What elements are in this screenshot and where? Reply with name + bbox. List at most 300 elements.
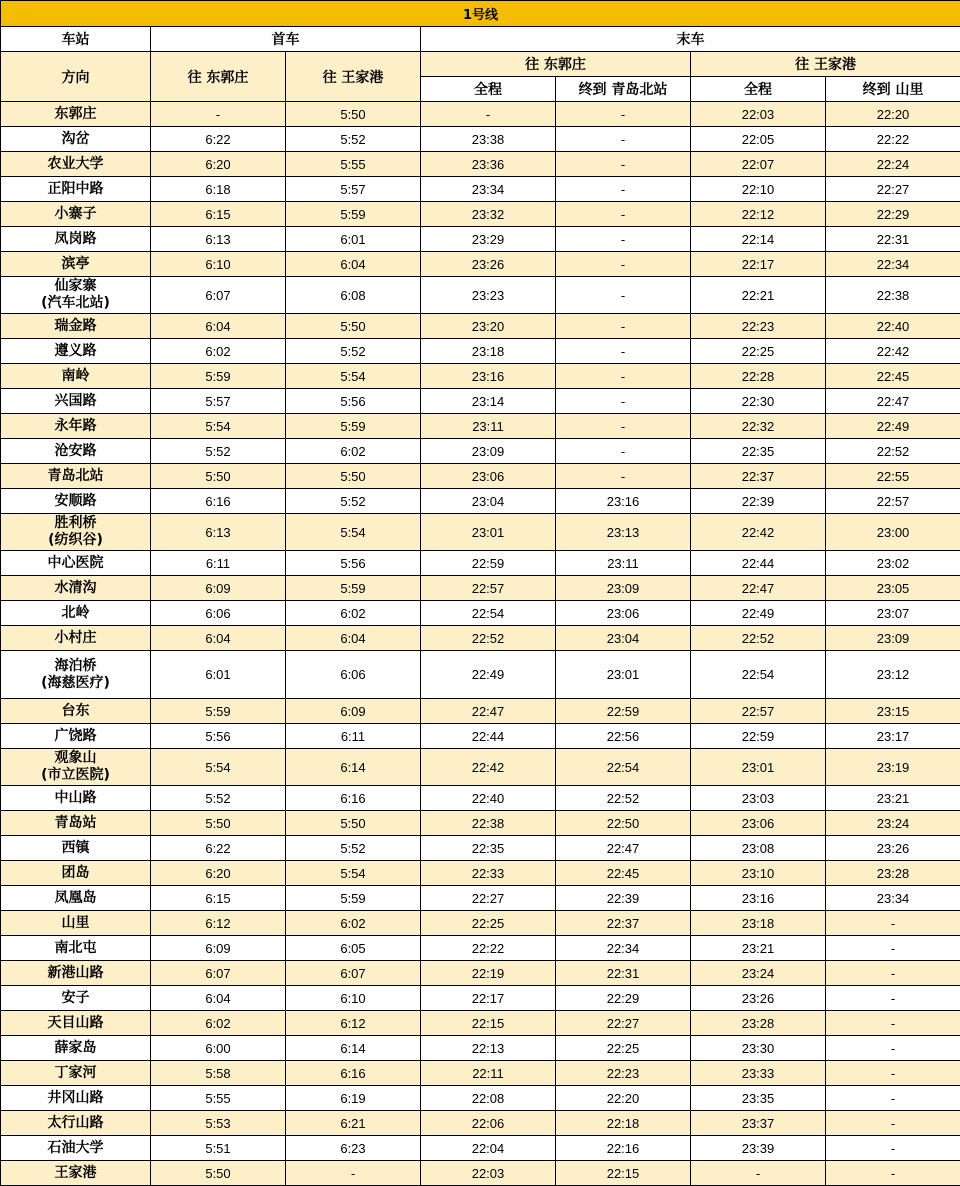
first-to-wangjiagang-cell: 6:10 <box>286 986 421 1011</box>
last-wangjiagang-full-cell: 22:30 <box>691 389 826 414</box>
last-wangjiagang-full-cell: 22:52 <box>691 626 826 651</box>
first-to-dongguozhuang-cell: 6:09 <box>151 936 286 961</box>
first-to-wangjiagang-cell: 5:55 <box>286 152 421 177</box>
last-wangjiagang-terminate-cell: - <box>826 1136 960 1161</box>
station-name-cell <box>1 202 151 227</box>
last-wangjiagang-full-cell: 23:30 <box>691 1036 826 1061</box>
station-name-cell <box>1 786 151 811</box>
first-to-wangjiagang-cell: 5:50 <box>286 102 421 127</box>
station-alias: (汽车北站) <box>1 295 150 312</box>
last-dongguozhuang-terminate-cell: 22:16 <box>556 1136 691 1161</box>
station-name: 青岛北站 <box>1 468 150 485</box>
table-row <box>1 439 960 464</box>
station-name-cell <box>1 364 151 389</box>
station-name: 胜利桥 <box>1 515 150 532</box>
first-to-dongguozhuang-cell: 5:52 <box>151 439 286 464</box>
last-wangjiagang-terminate-cell: 22:20 <box>826 102 960 127</box>
last-dongguozhuang-terminate-cell: 22:45 <box>556 861 691 886</box>
last-wangjiagang-terminate-cell: - <box>826 1161 960 1186</box>
first-to-wangjiagang-cell: 5:59 <box>286 202 421 227</box>
first-to-dongguozhuang-cell: 6:02 <box>151 1011 286 1036</box>
last-dongguozhuang-full-cell: 22:15 <box>421 1011 556 1036</box>
first-to-dongguozhuang-cell: - <box>151 102 286 127</box>
last-dongguozhuang-full-cell: 23:38 <box>421 127 556 152</box>
last-dongguozhuang-terminate-cell: 23:01 <box>556 651 691 699</box>
last-wangjiagang-terminate-cell: 23:07 <box>826 601 960 626</box>
last-dongguozhuang-terminate-cell: 23:13 <box>556 514 691 551</box>
first-to-dongguozhuang-cell: 6:07 <box>151 277 286 314</box>
last-wangjiagang-terminate-cell: - <box>826 936 960 961</box>
table-row <box>1 389 960 414</box>
last-wangjiagang-terminate-cell: - <box>826 1036 960 1061</box>
first-to-dongguozhuang-cell: 5:54 <box>151 749 286 786</box>
first-to-wangjiagang-cell: 5:54 <box>286 364 421 389</box>
last-wangjiagang-full-cell: - <box>691 1161 826 1186</box>
last-dongguozhuang-terminate-cell: 22:52 <box>556 786 691 811</box>
station-name-cell <box>1 551 151 576</box>
station-name: 瑞金路 <box>1 318 150 335</box>
station-alias: (海慈医疗) <box>1 675 150 692</box>
timetable-body <box>1 102 960 1186</box>
last-wangjiagang-full-cell: 23:08 <box>691 836 826 861</box>
last-dongguozhuang-full-cell: 22:22 <box>421 936 556 961</box>
last-dongguozhuang-terminate-cell: 23:04 <box>556 626 691 651</box>
station-name-cell <box>1 277 151 314</box>
last-dongguozhuang-full-cell: - <box>421 102 556 127</box>
last-dongguozhuang-terminate-cell: - <box>556 389 691 414</box>
last-wangjiagang-terminate-cell: 22:27 <box>826 177 960 202</box>
first-to-dongguozhuang-cell: 5:50 <box>151 464 286 489</box>
last-wangjiagang-terminate-cell: 23:12 <box>826 651 960 699</box>
last-wangjiagang-terminate-cell: 23:02 <box>826 551 960 576</box>
station-name: 王家港 <box>1 1165 150 1182</box>
table-row <box>1 699 960 724</box>
last-wangjiagang-full-cell: 22:21 <box>691 277 826 314</box>
table-row <box>1 811 960 836</box>
last-dongguozhuang-terminate-cell: 23:06 <box>556 601 691 626</box>
last-dongguozhuang-full-cell: 22:44 <box>421 724 556 749</box>
station-name: 兴国路 <box>1 393 150 410</box>
first-to-wangjiagang-cell: 5:50 <box>286 464 421 489</box>
last-dongguozhuang-full-cell: 22:40 <box>421 786 556 811</box>
last-dongguozhuang-terminate-cell: 22:23 <box>556 1061 691 1086</box>
last-dongguozhuang-full-cell: 23:06 <box>421 464 556 489</box>
last-dongguozhuang-terminate-cell: - <box>556 339 691 364</box>
station-name: 沟岔 <box>1 131 150 148</box>
table-row <box>1 464 960 489</box>
first-to-wangjiagang-cell: 5:54 <box>286 514 421 551</box>
station-name-cell <box>1 576 151 601</box>
last-wangjiagang-full-cell: 23:21 <box>691 936 826 961</box>
station-name: 薛家岛 <box>1 1040 150 1057</box>
station-name-cell <box>1 886 151 911</box>
first-to-dongguozhuang-cell: 6:15 <box>151 886 286 911</box>
last-wangjiagang-full-cell: 22:10 <box>691 177 826 202</box>
station-name: 小村庄 <box>1 630 150 647</box>
last-dongguozhuang-full-cell: 22:52 <box>421 626 556 651</box>
last-wangjiagang-terminate-cell: 22:40 <box>826 314 960 339</box>
last-wangjiagang-terminate-cell: 23:15 <box>826 699 960 724</box>
station-name: 海泊桥 <box>1 658 150 675</box>
first-to-wangjiagang-cell: 6:07 <box>286 961 421 986</box>
first-to-wangjiagang-cell: 6:05 <box>286 936 421 961</box>
first-to-dongguozhuang-cell: 5:55 <box>151 1086 286 1111</box>
last-dongguozhuang-full-cell: 23:18 <box>421 339 556 364</box>
last-dongguozhuang-terminate-cell: 22:50 <box>556 811 691 836</box>
station-name: 凤凰岛 <box>1 890 150 907</box>
last-wangjiagang-terminate-cell: - <box>826 1011 960 1036</box>
first-to-wangjiagang-cell: 6:23 <box>286 1136 421 1161</box>
last-dongguozhuang-full-cell: 22:47 <box>421 699 556 724</box>
last-dongguozhuang-full-cell: 22:42 <box>421 749 556 786</box>
last-wangjiagang-terminate-cell: 22:47 <box>826 389 960 414</box>
station-name: 丁家河 <box>1 1065 150 1082</box>
first-to-dongguozhuang-cell: 6:22 <box>151 127 286 152</box>
last-wangjiagang-terminate-cell: 22:22 <box>826 127 960 152</box>
first-to-wangjiagang-cell: 6:02 <box>286 439 421 464</box>
table-row <box>1 1111 960 1136</box>
last-dongguozhuang-full-cell: 23:26 <box>421 252 556 277</box>
station-name-cell <box>1 1136 151 1161</box>
station-name-cell <box>1 464 151 489</box>
table-row <box>1 339 960 364</box>
last-dongguozhuang-terminate-cell: 22:18 <box>556 1111 691 1136</box>
last-dongguozhuang-full-header: 全程 <box>421 77 556 102</box>
first-to-dongguozhuang-cell: 6:00 <box>151 1036 286 1061</box>
first-to-wangjiagang-cell: 6:02 <box>286 601 421 626</box>
table-row <box>1 127 960 152</box>
station-name: 观象山 <box>1 750 150 767</box>
last-dongguozhuang-full-cell: 23:11 <box>421 414 556 439</box>
last-wangjiagang-terminate-cell: 23:09 <box>826 626 960 651</box>
last-wangjiagang-terminate-cell: 22:57 <box>826 489 960 514</box>
station-name-cell <box>1 861 151 886</box>
station-alias: (纺织谷) <box>1 532 150 549</box>
station-name: 遵义路 <box>1 343 150 360</box>
first-to-dongguozhuang-cell: 5:54 <box>151 414 286 439</box>
table-row <box>1 1136 960 1161</box>
station-name: 广饶路 <box>1 728 150 745</box>
station-name: 南岭 <box>1 368 150 385</box>
last-dongguozhuang-full-cell: 23:04 <box>421 489 556 514</box>
first-to-dongguozhuang-cell: 6:13 <box>151 227 286 252</box>
first-to-dongguozhuang-cell: 6:06 <box>151 601 286 626</box>
last-wangjiagang-full-cell: 22:14 <box>691 227 826 252</box>
last-wangjiagang-full-cell: 22:39 <box>691 489 826 514</box>
station-header: 车站 <box>1 27 151 52</box>
first-to-dongguozhuang-cell: 6:04 <box>151 314 286 339</box>
last-wangjiagang-full-cell: 23:24 <box>691 961 826 986</box>
last-wangjiagang-terminate-cell: 23:21 <box>826 786 960 811</box>
table-row <box>1 277 960 314</box>
first-to-wangjiagang-cell: 5:52 <box>286 836 421 861</box>
last-dongguozhuang-terminate-cell: - <box>556 177 691 202</box>
first-to-dongguozhuang-cell: 6:11 <box>151 551 286 576</box>
last-dongguozhuang-full-cell: 22:11 <box>421 1061 556 1086</box>
last-wangjiagang-full-cell: 23:03 <box>691 786 826 811</box>
station-name: 台东 <box>1 703 150 720</box>
station-name: 沧安路 <box>1 443 150 460</box>
last-dongguozhuang-full-cell: 22:38 <box>421 811 556 836</box>
first-to-wangjiagang-cell: 5:54 <box>286 861 421 886</box>
last-wangjiagang-terminate-cell: 23:24 <box>826 811 960 836</box>
first-to-dongguozhuang-cell: 5:52 <box>151 786 286 811</box>
first-to-wangjiagang-cell: 5:52 <box>286 127 421 152</box>
table-row <box>1 576 960 601</box>
last-wangjiagang-full-cell: 23:37 <box>691 1111 826 1136</box>
last-dongguozhuang-terminate-cell: 23:11 <box>556 551 691 576</box>
last-dongguozhuang-full-cell: 22:25 <box>421 911 556 936</box>
last-wangjiagang-full-cell: 23:28 <box>691 1011 826 1036</box>
last-dongguozhuang-terminate-cell: 22:39 <box>556 886 691 911</box>
station-name-cell <box>1 936 151 961</box>
last-wangjiagang-terminate-cell: 23:00 <box>826 514 960 551</box>
table-row <box>1 749 960 786</box>
last-wangjiagang-terminate-cell: 23:05 <box>826 576 960 601</box>
last-wangjiagang-terminate-cell: 22:29 <box>826 202 960 227</box>
last-dongguozhuang-terminate-cell: 22:56 <box>556 724 691 749</box>
station-name-cell <box>1 439 151 464</box>
last-dongguozhuang-terminate-cell: - <box>556 414 691 439</box>
last-dongguozhuang-terminate-cell: - <box>556 102 691 127</box>
last-dongguozhuang-full-cell: 23:34 <box>421 177 556 202</box>
last-dongguozhuang-full-cell: 22:04 <box>421 1136 556 1161</box>
first-to-wangjiagang-cell: 5:50 <box>286 811 421 836</box>
table-row <box>1 1061 960 1086</box>
last-wangjiagang-full-cell: 22:25 <box>691 339 826 364</box>
last-wangjiagang-terminate-cell: - <box>826 961 960 986</box>
first-to-wangjiagang-cell: 5:59 <box>286 576 421 601</box>
station-name-cell <box>1 986 151 1011</box>
first-to-dongguozhuang-cell: 6:02 <box>151 339 286 364</box>
first-to-wangjiagang-cell: 6:14 <box>286 749 421 786</box>
last-dongguozhuang-full-cell: 23:14 <box>421 389 556 414</box>
line-title: 1号线 <box>1 1 960 27</box>
last-dongguozhuang-terminate-cell: 22:54 <box>556 749 691 786</box>
station-name-cell <box>1 749 151 786</box>
table-row <box>1 102 960 127</box>
station-name: 青岛站 <box>1 815 150 832</box>
station-name-cell <box>1 227 151 252</box>
table-row <box>1 1086 960 1111</box>
first-to-dongguozhuang-cell: 5:59 <box>151 364 286 389</box>
last-dongguozhuang-terminate-cell: 22:29 <box>556 986 691 1011</box>
first-to-dongguozhuang-cell: 5:59 <box>151 699 286 724</box>
last-wangjiagang-full-cell: 23:06 <box>691 811 826 836</box>
station-name: 安子 <box>1 990 150 1007</box>
last-wangjiagang-full-cell: 22:35 <box>691 439 826 464</box>
first-to-dongguozhuang-cell: 6:09 <box>151 576 286 601</box>
last-wangjiagang-full-cell: 22:42 <box>691 514 826 551</box>
last-wangjiagang-terminate-cell: 22:24 <box>826 152 960 177</box>
first-to-dongguozhuang-cell: 5:53 <box>151 1111 286 1136</box>
last-dongguozhuang-full-cell: 22:35 <box>421 836 556 861</box>
station-name-cell <box>1 724 151 749</box>
table-row <box>1 786 960 811</box>
station-name-cell <box>1 314 151 339</box>
first-to-wangjiagang-cell: 5:50 <box>286 314 421 339</box>
station-name: 仙家寨 <box>1 278 150 295</box>
last-dongguozhuang-terminate-cell: - <box>556 277 691 314</box>
table-row <box>1 986 960 1011</box>
station-name-cell <box>1 651 151 699</box>
last-wangjiagang-full-cell: 22:12 <box>691 202 826 227</box>
station-name: 新港山路 <box>1 965 150 982</box>
station-name: 石油大学 <box>1 1140 150 1157</box>
first-to-wangjiagang-cell: 5:59 <box>286 886 421 911</box>
last-dongguozhuang-full-cell: 22:13 <box>421 1036 556 1061</box>
last-wangjiagang-full-cell: 22:54 <box>691 651 826 699</box>
first-to-wangjiagang-cell: 6:02 <box>286 911 421 936</box>
last-dongguozhuang-terminate-header: 终到 青岛北站 <box>556 77 691 102</box>
last-wangjiagang-full-cell: 22:37 <box>691 464 826 489</box>
last-dongguozhuang-terminate-cell: - <box>556 252 691 277</box>
table-row <box>1 177 960 202</box>
last-dongguozhuang-full-cell: 22:49 <box>421 651 556 699</box>
last-wangjiagang-terminate-cell: 23:17 <box>826 724 960 749</box>
last-dongguozhuang-full-cell: 22:59 <box>421 551 556 576</box>
first-to-dongguozhuang-cell: 5:56 <box>151 724 286 749</box>
last-wangjiagang-full-cell: 22:32 <box>691 414 826 439</box>
last-dongguozhuang-full-cell: 23:32 <box>421 202 556 227</box>
last-dongguozhuang-terminate-cell: - <box>556 314 691 339</box>
last-wangjiagang-terminate-cell: 23:19 <box>826 749 960 786</box>
last-dongguozhuang-full-cell: 22:17 <box>421 986 556 1011</box>
last-dongguozhuang-full-cell: 22:08 <box>421 1086 556 1111</box>
station-name: 永年路 <box>1 418 150 435</box>
last-wangjiagang-terminate-cell: - <box>826 986 960 1011</box>
first-to-wangjiagang-cell: 6:01 <box>286 227 421 252</box>
last-wangjiagang-full-cell: 23:18 <box>691 911 826 936</box>
last-wangjiagang-full-cell: 22:49 <box>691 601 826 626</box>
first-to-wangjiagang-cell: 6:04 <box>286 252 421 277</box>
last-dongguozhuang-full-cell: 23:36 <box>421 152 556 177</box>
station-name-cell <box>1 152 151 177</box>
first-to-wangjiagang-cell: 6:08 <box>286 277 421 314</box>
last-dongguozhuang-terminate-cell: 23:16 <box>556 489 691 514</box>
station-name: 西镇 <box>1 840 150 857</box>
table-row <box>1 364 960 389</box>
last-dongguozhuang-terminate-cell: 22:37 <box>556 911 691 936</box>
station-name: 正阳中路 <box>1 181 150 198</box>
table-row <box>1 911 960 936</box>
last-dongguozhuang-full-cell: 22:19 <box>421 961 556 986</box>
last-dongguozhuang-terminate-cell: 22:25 <box>556 1036 691 1061</box>
station-name-cell <box>1 1036 151 1061</box>
station-name: 天目山路 <box>1 1015 150 1032</box>
station-name-cell <box>1 911 151 936</box>
station-name-cell <box>1 626 151 651</box>
table-row <box>1 626 960 651</box>
first-to-dongguozhuang-cell: 6:15 <box>151 202 286 227</box>
last-wangjiagang-terminate-cell: 23:34 <box>826 886 960 911</box>
first-to-dongguozhuang-cell: 5:50 <box>151 811 286 836</box>
station-name-cell <box>1 1011 151 1036</box>
first-to-dongguozhuang-cell: 6:12 <box>151 911 286 936</box>
table-row <box>1 724 960 749</box>
table-row <box>1 551 960 576</box>
first-to-wangjiagang-cell: 6:19 <box>286 1086 421 1111</box>
station-name: 安顺路 <box>1 493 150 510</box>
last-dongguozhuang-full-cell: 22:06 <box>421 1111 556 1136</box>
table-row <box>1 252 960 277</box>
first-to-wangjiagang-cell: 6:06 <box>286 651 421 699</box>
first-to-dongguozhuang-cell: 6:20 <box>151 152 286 177</box>
station-name-cell <box>1 1111 151 1136</box>
first-to-dongguozhuang-cell: 5:57 <box>151 389 286 414</box>
station-name-cell <box>1 514 151 551</box>
station-name-cell <box>1 961 151 986</box>
last-dongguozhuang-terminate-cell: 22:34 <box>556 936 691 961</box>
last-wangjiagang-full-header: 全程 <box>691 77 826 102</box>
table-row <box>1 961 960 986</box>
first-to-dongguozhuang-cell: 6:10 <box>151 252 286 277</box>
first-to-dongguozhuang-cell: 6:07 <box>151 961 286 986</box>
table-row <box>1 886 960 911</box>
last-dongguozhuang-terminate-cell: 22:59 <box>556 699 691 724</box>
table-row <box>1 314 960 339</box>
last-dongguozhuang-full-cell: 23:09 <box>421 439 556 464</box>
last-wangjiagang-full-cell: 23:33 <box>691 1061 826 1086</box>
table-row <box>1 489 960 514</box>
last-dongguozhuang-full-cell: 23:29 <box>421 227 556 252</box>
last-wangjiagang-terminate-cell: - <box>826 911 960 936</box>
last-wangjiagang-full-cell: 22:23 <box>691 314 826 339</box>
last-dongguozhuang-terminate-cell: - <box>556 464 691 489</box>
station-name-cell <box>1 699 151 724</box>
table-row <box>1 414 960 439</box>
station-name: 凤岗路 <box>1 231 150 248</box>
first-to-wangjiagang-cell: 5:57 <box>286 177 421 202</box>
last-dongguozhuang-full-cell: 23:20 <box>421 314 556 339</box>
station-name: 农业大学 <box>1 156 150 173</box>
first-to-wangjiagang-header: 往 王家港 <box>286 52 421 102</box>
last-wangjiagang-full-cell: 23:35 <box>691 1086 826 1111</box>
first-to-wangjiagang-cell: 6:12 <box>286 1011 421 1036</box>
station-name: 中心医院 <box>1 555 150 572</box>
last-dongguozhuang-terminate-cell: - <box>556 127 691 152</box>
last-wangjiagang-terminate-cell: - <box>826 1086 960 1111</box>
station-name-cell <box>1 177 151 202</box>
first-train-header: 首车 <box>151 27 421 52</box>
station-name: 中山路 <box>1 790 150 807</box>
station-name-cell <box>1 489 151 514</box>
station-name-cell <box>1 1086 151 1111</box>
first-to-dongguozhuang-cell: 5:58 <box>151 1061 286 1086</box>
first-to-wangjiagang-cell: 5:52 <box>286 489 421 514</box>
last-to-dongguozhuang-header: 往 东郭庄 <box>421 52 691 77</box>
first-to-dongguozhuang-cell: 6:13 <box>151 514 286 551</box>
last-dongguozhuang-terminate-cell: 22:31 <box>556 961 691 986</box>
station-name: 太行山路 <box>1 1115 150 1132</box>
last-wangjiagang-full-cell: 22:57 <box>691 699 826 724</box>
table-row <box>1 861 960 886</box>
last-wangjiagang-full-cell: 22:07 <box>691 152 826 177</box>
last-wangjiagang-terminate-cell: 22:38 <box>826 277 960 314</box>
last-wangjiagang-terminate-cell: 22:52 <box>826 439 960 464</box>
first-to-dongguozhuang-cell: 6:04 <box>151 626 286 651</box>
last-dongguozhuang-terminate-cell: - <box>556 202 691 227</box>
last-dongguozhuang-full-cell: 22:03 <box>421 1161 556 1186</box>
station-name-cell <box>1 836 151 861</box>
last-wangjiagang-terminate-cell: - <box>826 1111 960 1136</box>
last-wangjiagang-terminate-cell: - <box>826 1061 960 1086</box>
station-name-cell <box>1 1061 151 1086</box>
last-wangjiagang-full-cell: 22:59 <box>691 724 826 749</box>
first-to-wangjiagang-cell: 6:16 <box>286 1061 421 1086</box>
last-dongguozhuang-terminate-cell: 23:09 <box>556 576 691 601</box>
station-name: 滨亭 <box>1 256 150 273</box>
